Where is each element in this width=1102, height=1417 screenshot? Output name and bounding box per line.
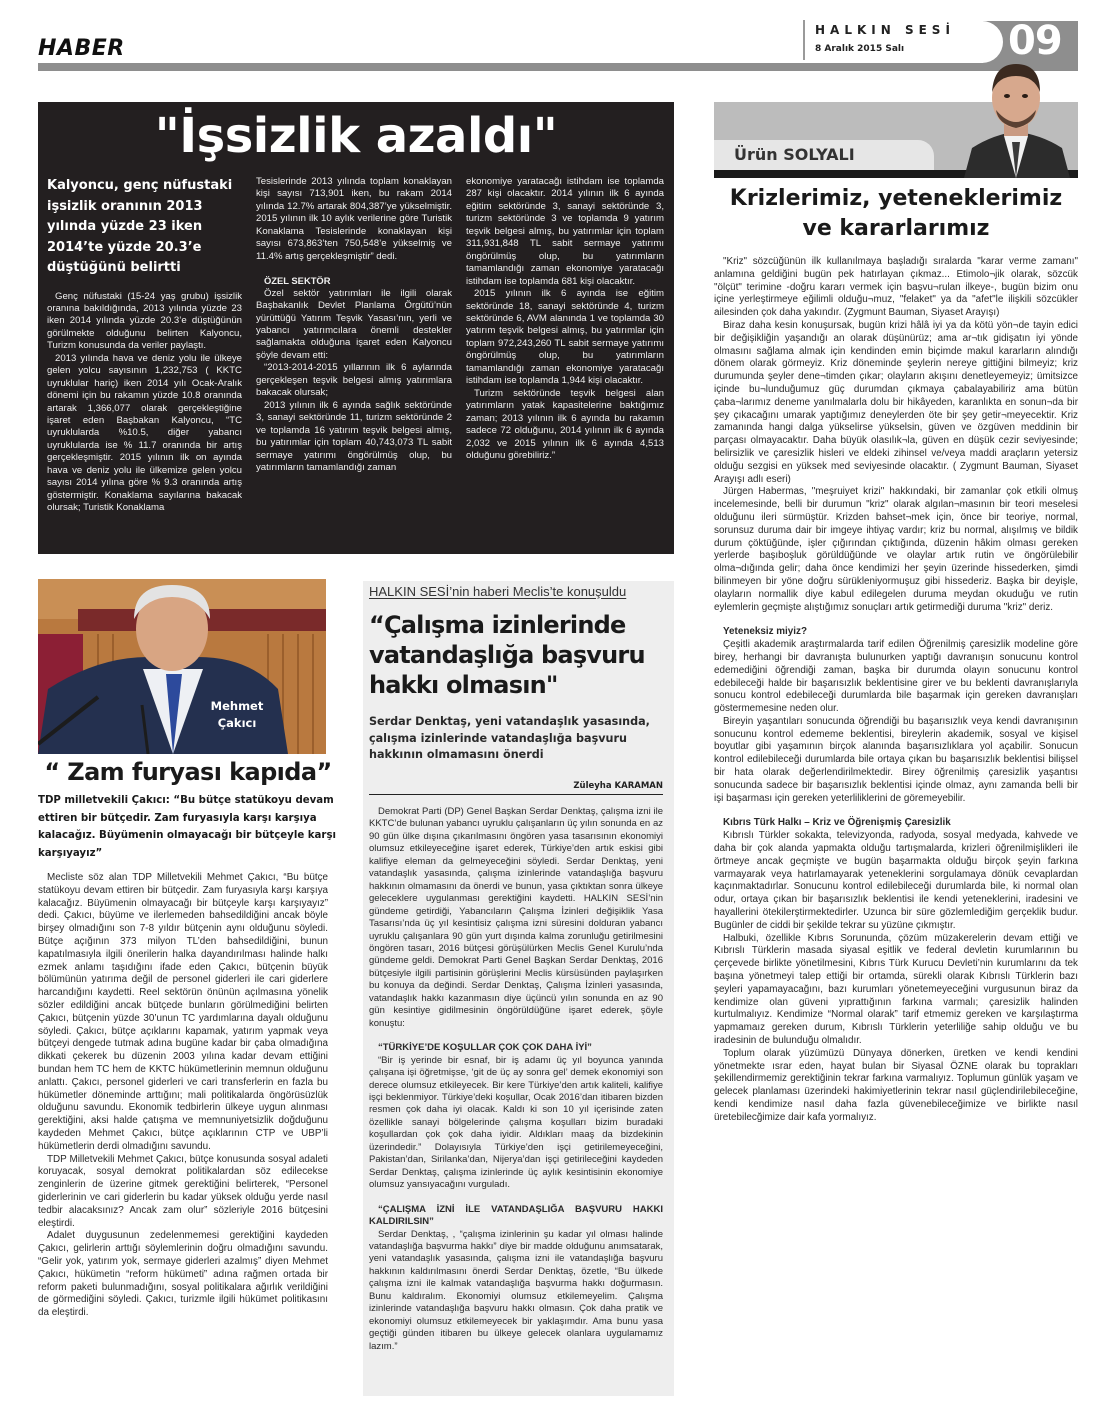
column-subhead: Kıbrıs Türk Halkı – Kriz ve Öğrenişmiş Çaresizlik [723, 817, 951, 829]
column-paragraph: Toplum olarak yüzümüzü Dünyaya dönerken, üretken ve kendi kendini yönetmekte ısrar eden, hayat bulan bir Siyasal ÖZNE olarak bu toprakları şekillendirmemiz gerektiğinin tekrar farkına varmalıyız. Toplumun günlük yaşam ve gelecek planlaması üzerindeki hakimiyetlerinin tekrar nasıl güçlendirilebileceğine, kendi kendimize nasıl daha fazla güvenebileceğimize ve birlikte nasıl üretebilecğimize dair kafa yormalıyız. [714, 1047, 1078, 1123]
lead-column-1 [47, 176, 242, 515]
column-paragraph: Bireyin yaşantıları sonucunda öğrendiği bu başarısızlık veya kendi davranışının sonucunu kontrol edememe beklentisi, bireylerin akademik, sosyal ve kişisel boyutlar gibi yaşamının birçok alanında başarısızlıklara yol açabilir. Sonucun kontrol edilebileceği durumlarda bile ortaya çıkan bu başarısızlık beklentisi bilişsel bir hata olarak değerlendirilmektedir. Birey öğrenilmiş çaresizlik yaşantısı sonucunda sadece bir başarısızlık beklentisi içinde olmaz, aynı zamanda belli bir işi başarması için gereken yeterliliklerini de göremeyebilir. [714, 715, 1078, 804]
lead-paragraph: Özel sektör yatırımları ile ilgili olarak Başbakanlık Devlet Planlama Örgütü’nün yürüttüğü Yatırım Teşvik Yasası’nın, yerli ve yabancı yatırımcılara önemli destekler sağlamakta olduğuna işaret eden Kalyoncu şöyle devam etti: [256, 287, 452, 361]
column-paragraph: Çeşitli akademik araştırmalarda tarif edilen Öğrenilmiş çaresizlik modeline göre birey, herhangi bir davranışta bulunurken yaptığı davranışın sonucunu kontrol edemediğini öğrendiği zaman, başka bir durumda olayın sonucunu kontrol edebileceği halde bir başarısızlık beklentisine girer ve bu beklenti davranışlarıyla sonucu kontrol edebileceği durumlarda bile başarmak için gereken davranışları göstermemesine neden olur. [714, 639, 1078, 715]
lead-column-3 [466, 176, 664, 462]
lead-paragraph: Turizm sektöründe teşvik belgesi alan yatırımların yatak kapasitelerine baktığımız zaman; 2013 yılının ilk 6 ayında bu rakamın sadece 72 olduğunu, 2014 yılının ilk 6 ayında 2,032 ve 2015 yılının ilk 6 ayında 4,513 olduğunu görebiliriz.” [466, 387, 664, 461]
lead-paragraph: 2015 yılının ilk 6 ayında ise eğitim sektöründe 18, sanayi sektöründe 4, turizm sektöründe 6, AVM alanında 1 ve toplamda 30 yatırım teşvik belgesi almış, bu yatırımlar için toplam 972,243,260 TL sabit sermaye yatırımı öngörülmüş olup, bu yatırımların tamamlandığı zaman ekonomiye yaratacağı istihdam ise toplamda 1,944 kişi olacaktır. [466, 288, 664, 387]
denktas-paragraph: Demokrat Parti (DP) Genel Başkan Serdar Denktaş, çalışma izni ile KKTC’de bulunan yabancı uyruklu çalışanların üç yılın sonunda en az 90 gün ülke dışına çıkarılmasını öngören yasa tasarısının ekonomiyi olumsuz etkileyeceğine işaret ederek, Türkiye’den artık eskisi gibi kalifiye eleman da gelmeyeceğini söyledi. Serdar Denktaş, yeni vatandaşlık yasasında, çalışma izinlerinde vatandaşlığa başvuru hakkının olmamasını da önerdi ve bunun, yasa çıktıktan sonra ülkeye geleceklere uygulanması gerektiğini kaydetti. HALKIN SESİ’nin gündeme getirdiği, Yabancıların Çalışma İzinleri değişiklik Yasa Tasarısı’nda üç yıl kesintisiz çalışma izni süresini dolduran yabancı uyruklu çalışanlara 90 gün yurt dışında kalma zorunluğu getirilmesini öngören tasarı, 2016 bütçesi görüşülürken Meclis Genel Kurulu’nda gündeme geldi. Demokrat Parti Genel Başkan Serdar Denktaş, 2016 bütçesiyle ilgili partisinin görüşlerini Meclis kürsüsünden paylaşırken bu konuya da değindi. Serdar Denktaş, Çalışma İzinleri yasasında, vatandaşlık hakkı kazanmasın diye üçüncü yılın sonunda en az 90 gün kesintiye gidilmesinin öngörüldüğüne işaret ederek, şöyle konuştu: [369, 806, 663, 1029]
author-photo [954, 52, 1078, 178]
lead-deck: Kalyoncu, genç nüfustaki işsizlik oranının 2013 yılında yüzde 23 iken 2014’te yüzde 20.3’e düştüğünü belirtti [47, 178, 233, 275]
page-number: 09 [1008, 18, 1062, 64]
lead-paragraph: 2013 yılının ilk 6 ayında sağlık sektöründe 3, sanayi sektöründe 11, turizm sektöründe 2 ve toplamda 16 yatırım teşvik belgesi almış, bu yatırımlar için toplam 40,743,073 TL sabit sermaye yatırımı öngörülmüş olup, bu yatırımların tamamlandığı zaman [256, 399, 452, 473]
cakici-deck: TDP milletvekili Çakıcı: “Bu bütçe statükoyu devam ettiren bir bütçedir. Zam furyasıyla karşı karşıya kalacağız. Büyümenin olmayacağı bir bütçeyle karşı karşıyayız” [38, 795, 337, 859]
lead-story [38, 102, 674, 554]
column-paragraph: Halbuki, özellikle Kıbrıs Sorununda, çözüm müzakerelerin devam ettiği ve Kıbrıslı Türklerin masada siyasal eşitlik ve federal devletin kurumlarının bu çerçevede birlikte yönetilmesini, Kıbrıs Türk Kurucu Devleti’nin kurumlarını da tek başına yönetmeyi talep ettiği bir ortamda, sürekli olarak Kıbrıslı Türklerin bazı şeyleri yapamayacağını, bazı kurumları yönetemeyeceğini vurgusunun biraz da kendimize olan güveni yıprattığının farkına varmalı; çaresizlik halinden kurtulmalıyız. Kendimize “Normal olarak” tarif etmemiz gereken ve karşılaştırma yapmamaız gereken durum, Kıbrıslı Türklerin yeterliliğe sahip olduğu ve bu iradesinin de bulunduğu olmalıdır. [714, 932, 1078, 1047]
lead-headline: "İşsizlik azaldı" [154, 108, 558, 164]
section-title: HABER [38, 36, 125, 61]
photo-caption: Mehmet Çakıcı [210, 699, 264, 730]
denktas-paragraph: “Bir iş yerinde bir esnaf, bir iş adamı üç yıl boyunca yanında çalışana işi öğretmişse, ‘git de üç ay sonra gel’ demek ekonomiyi son derece olumsuz etkileyecek. Bir kere Türkiye’den artık kaliteli, kalifiye işçi beklenmiyor. Türkiye’deki koşullar, Ocak 2016’dan itibaren bizden resmen çok daha iyi olacak. Kaldı ki son 10 yıl içerisinde zaten özellikle sanayi bölgelerinde çalışma koşulları bizim buradaki koşullardan çok çok daha iyidir. Aldıkları maaş da bizdekinin üzerindedir.” Dolayısıyla Türkiye’den işçi getirilemeyeceğini, Pakistan’dan, Sirilanka’dan, Nijerya’dan işçi getirileceğini kaydeden Serdar Denktaş, çalışma izinlerinde üç aylık kesintisinin ekonomiye olumsuz yansıyacağını vurguladı. [369, 1054, 663, 1191]
header-rule [38, 63, 1078, 71]
cakici-body [38, 872, 328, 1320]
cakici-paragraph: Adalet duygusunun zedelenmemesi gerektiğini kaydeden Çakıcı, gelirlerin arttığı söylemlerinin doğru olmadığını savundu. “Gelir yok, yatırım yok, sermaye giderleri azalmış” diyen Mehmet Çakıcı, hükümetin “reform hükümeti” adına rağmen ortada bir reform paketi bulunmadığını, sosyal politikalara ağırlık verildiğini de görmediğini söyledi. Çakıcı, turizmle ilgili hükümet politikasını da eleştirdi. [38, 1230, 328, 1319]
denktas-subhead: “TÜRKİYE’DE KOŞULLAR ÇOK ÇOK DAHA İYİ” [378, 1042, 592, 1054]
issue-date: 8 Aralık 2015 Salı [815, 44, 905, 54]
author-name: Ürün SOLYALI [734, 145, 855, 164]
column-paragraph: "Kriz" sözcüğünün ilk kullanılmaya başladığı sıralarda "karar verme zamanı" anlamına geldiğini bugün pek hatırlayan çıkmaz... Etimolo¬jik olarak, sözcük "ölçüt" terimine -doğru kararı vermek için başvu¬rulan ilkeye-, bugün bizim onu içine yerleştirmeye eğilimli olduğu¬muz, "felaket" ya da "afet"le ilişkili sözcükler ailesinden çok daha yakındır. (Zygmunt Bauman, Siyaset Arayışı) [714, 256, 1078, 319]
cakici-paragraph: TDP Milletvekili Mehmet Çakıcı, bütçe konusunda sosyal adaleti koruyacak, sosyal demokrat politikalardan söz edilecekse zenginlerin de üzerine gitmek gerektiğini belirterek, “Personel giderlerinin ve cari giderlerin bu kadar yüksek olduğu yerde nasıl tedbir alacaksınız? Ancak zam olur” sözleriyle 2016 bütçesini eleştirdi. [38, 1153, 328, 1229]
column-paragraph: Jürgen Habermas, "meşruiyet krizi" hakkındaki, bir zamanlar çok etkili olmuş incelemesinde, belli bir durumun "kriz" olarak algılan¬masının bir teori meselesi olduğunu ileri sürmüştür. Krizden bahset¬mek için, önce bir teoriye, normal, sorunsuz duruma dair bir imgeye ihtiyaç vardır; kriz bu normal, alışılmış ve bildik durum çöktüğünde, işler çığırından çıktığında, düzenin hâkim olması gereken yerlerde başıboşluk görüldüğünde ve olaylar artık rutin ve öngörülebilir olma¬dığında gelir; daha önce kendimizi her şeyin üzerinde hissederken, şimdi bilinmeyen bir yöne doğru sürükleniyormuşuz gibi hissederiz. Başka bir deyişle, olayların normallik diye kabul edilegelen duruma meydan okuduğu ve rutin eylemlerin geçmişte alıştığımız sonuçları artık getirmediği duruma "kriz" deriz. [714, 486, 1078, 613]
lead-paragraph: Tesislerinde 2013 yılında toplam konaklayan kişi sayısı 713,901 iken, bu rakam 2014 yılında 12.7% artarak 804,387’ye yükselmiştir. 2015 yılının ilk 10 aylık verilerine göre Turistik Konaklama Tesislerinde konaklayan kişi sayısı 673,863’ten 750,548’e yükselmiş ve 11.4% artış gerçekleşmiştir” dedi. [256, 176, 452, 262]
denktas-body [369, 806, 663, 1353]
column-subhead: Yeteneksiz miyiz? [723, 626, 807, 638]
column-paragraph: Kıbrıslı Türkler sokakta, televizyonda, radyoda, sosyal medyada, kahvede ve daha bir çok alanda yapmakta olduğu tartışmalarda, krizleri öğrenilmişlikleri ile örtmeye ancak geçmişte ve bugün başarmakta olduğu birçok şeyin farkına varmayarak veya hatırlamayarak yeteneklerini sorgulamaya dönük cevaplardan kaçınmaktadırlar. Sonucunu kontrol edilebileceği durumlarda bile, ki normal olan odur, ortaya çıkan bir başarısızlık beklentisi ile kendi yeteneklerini, iradesini ve hayallerini ötekilerştirmektedirler. Uzunca bir süre gözlemlediğim gerçeklik budur. Bugünler de ciddi bir şekilde tekrar su yüzüne çıkmıştır. [714, 830, 1078, 931]
cakici-photo [38, 579, 326, 754]
column-paragraph: Biraz daha kesin konuşursak, bugün krizi hâlâ iyi ya da kötü yön¬de tayin edici bir değişikliğin yaşandığı an olarak düşünürüz; ama ar¬tık gidişatın iyi yönde olmasını sağlama almak için kendinden emin biçimde makul kararların alındığı dönem olarak görmeyiz. Kriz döneminde şeylerin nereye gittiğini bilmeyiz; kriz durumunda şeyler dene¬timden çıkar; olayların akışını denetleyemeyiz; ümitsizce içinde bu¬lunduğumuz güç durumdan çıkmaya çabalayabiliriz ama bütün çaba¬larımız deneme yanılmalarla dolu bir hikâyeden, karanlıkta en sonun¬da bir şey çıkacağını umarak yaptığımız deneylerden öte bir şey getir¬meyecektir. Kriz zamanında hangi dalga yükselirse yükselsin, güven ve özgüven meddinin bir parçası olmayacaktır. Daha büyük olasılık¬la, güven en düşük cezir seviyesinde; belirsizlik ve çaresizlik hisleri ve eldeki zihinsel ve/veya maddi araçların yetersiz olduğu sezgisi en yüksek med seviyesinde olacaktır. ( Zygmunt Bauman, Siyaset Arayışı adlı eseri) [714, 319, 1078, 485]
cakici-paragraph: Mecliste söz alan TDP Milletvekili Mehmet Çakıcı, “Bu bütçe statükoyu devam ettiren bir bütçedir. Zam furyasıyla karşı karşıya kalacağız. Büyümenin olmayacağı bir bütçeyle karşı karşıyayız” dedi. Çakıcı, büyüme ve ilerlemeden bahsedildiğini ancak böyle birşey olmadığını son 7-8 yıldır bütçenin aynı olduğunu söyledi. Bütçe açığının 373 milyon TL’den bahsedildiğini, bunun kapatılmasıyla ilgili önerilerin halka dayandırılması halinde halkı ezmek anlamı taşıdığını ifade eden Çakıcı, bütçenin büyük bölümünün yatırıma değil de personel giderleri ile cari giderlere harcandığını kaydetti. Reel sektörün önünün açılmasına yönelik sözler edildiğini ancak bütçede bunların görülmediğini belirten Çakıcı, bütçenin yüzde 30’unun TC yardımlarına dayalı olduğunu söyledi. Çakıcı, bütçe açıklarını kapamak, yatırım yapmak veya bütçeyi dengede tutmak adına bugüne kadar bir çaba olmadığına dikkati çekerek bu düzenin 2003 yılına kadar devam ettiğini bundan hem TC hem de KKTC hükümetlerinin memnun olduğunu anlattı. Çakıcı, personel giderleri ve cari transferlerin en fazla bu hükümetler döneminde arttığını; mali politikalarda öngörüsüzlük olduğunu savundu. Ekonomik tedbirlerin ülkeye uygun alınması gerektiğini, aksi halde çatışma ve memnuniyetsizlik doğduğunu kaydeden Mehmet Çakıcı, bütçe açıklarının CTP ve UBP’li hükümetlerin derdi olmadığını savundu. [38, 872, 328, 1152]
lead-subhead: ÖZEL SEKTÖR [264, 275, 331, 287]
lead-paragraph: Genç nüfustaki (15-24 yaş grubu) işsizlik oranına bakıldığında, 2013 yılında yüzde 23 iken 2014 yılında yüzde 20.3’e düştüğünün görülmekte olduğunu belirten Kalyoncu, Turizm konusunda da veriler paylaştı. [47, 290, 242, 352]
masthead-name: HALKIN SESİ [815, 23, 955, 37]
byline-rule [369, 794, 663, 795]
column-body [714, 256, 1078, 1125]
cakici-headline: “ Zam furyası kapıda” [44, 758, 332, 786]
lead-paragraph: ekonomiye yaratacağı istihdam ise toplamda 287 kişi olacaktır. 2014 yılının ilk 6 ayında eğitim sektöründe 3, sanayi sektöründe 3, turizm sektöründe 3 ve toplamda 9 yatırım teşvik belgesi almış, bu yatırımlar için toplam 311,931,848 TL sabit sermaye yatırımı öngörülmüş olup, bu yatırımların tamamlandığı zaman ekonomiye yaratacağı istihdam ise toplamda 681 kişi olacaktır. [466, 176, 664, 287]
denktas-paragraph: Serdar Denktaş, , “çalışma izinlerinin şu kadar yıl olması halinde vatandaşlığa başvurma hakkı” diye bir madde olduğunu anımsatarak, yeni vatandaşlık yasasında, çalışma izni ile vatandaşlığa başvuru hakkının kaldırılmasını önerdi Serdar Denktaş, özetle, “Bu ülkede çalışma izni ile kalmak vatandaşlığa başvurma hakkı doğurmasın. Bunu kaldıralım. Ekonomiyi olumsuz etkilemeyelim. Çalışma izinlerinde vatandaşlığa başvuru hakkı olmasın. Çok daha pratik ve ekonomiyi olumsuz etkilemeyecek bir yaklaşımdır. Ama bunu yasa geçtiği günden itibaren bu ülkeye gelecek olanlara uygulamamız lazım.” [369, 1228, 663, 1352]
lead-paragraph: “2013-2014-2015 yıllarının ilk 6 aylarında gerçekleşen teşvik belgesi almış yatırımlara bakacak olursak; [256, 362, 452, 399]
denktas-subhead: “ÇALIŞMA İZNİ İLE VATANDAŞLIĞA BAŞVURU HAKKI KALDIRILSIN” [369, 1203, 663, 1228]
byline: Züleyha KARAMAN [573, 781, 663, 791]
denktas-headline: “Çalışma izinlerinde vatandaşlığa başvuru hakkı olmasın" [369, 611, 645, 699]
column-headline: Krizlerimiz, yeteneklerimiz ve kararlarımız [729, 186, 1063, 241]
lead-paragraph: 2013 yılında hava ve deniz yolu ile ülkeye gelen yolcu sayısının 1,232,753 ( KKTC uyruklular hariç) iken 2014 yılı Ocak-Aralık dönemi için bu rakamın yüzde 10.8 oranında artarak 1,366,077 olarak gerçekleştiğine işaret eden Başbakan Kalyoncu, “TC uyruklularda %10.5, diğer yabancı uyruklularda ise % 11.7 oranında bir artış gerçekleşmiştir. 2015 yılının ilk on ayında hava ve deniz yolu ile ülkemize gelen yolcu sayısı 2014 yılına göre % 9.3 oranında artış göstermiştir. Konaklama sayılarına bakacak olursak; Turistik Konaklama [47, 352, 242, 514]
denktas-deck: Serdar Denktaş, yeni vatandaşlık yasasında, çalışma izinlerinde vatandaşlığa başvuru hakkının olmamasını önerdi [369, 715, 650, 761]
lead-column-2 [256, 176, 452, 474]
story-kicker: HALKIN SESİ’nin haberi Meclis’te konuşuldu [369, 584, 627, 599]
masthead-divider [803, 20, 805, 60]
